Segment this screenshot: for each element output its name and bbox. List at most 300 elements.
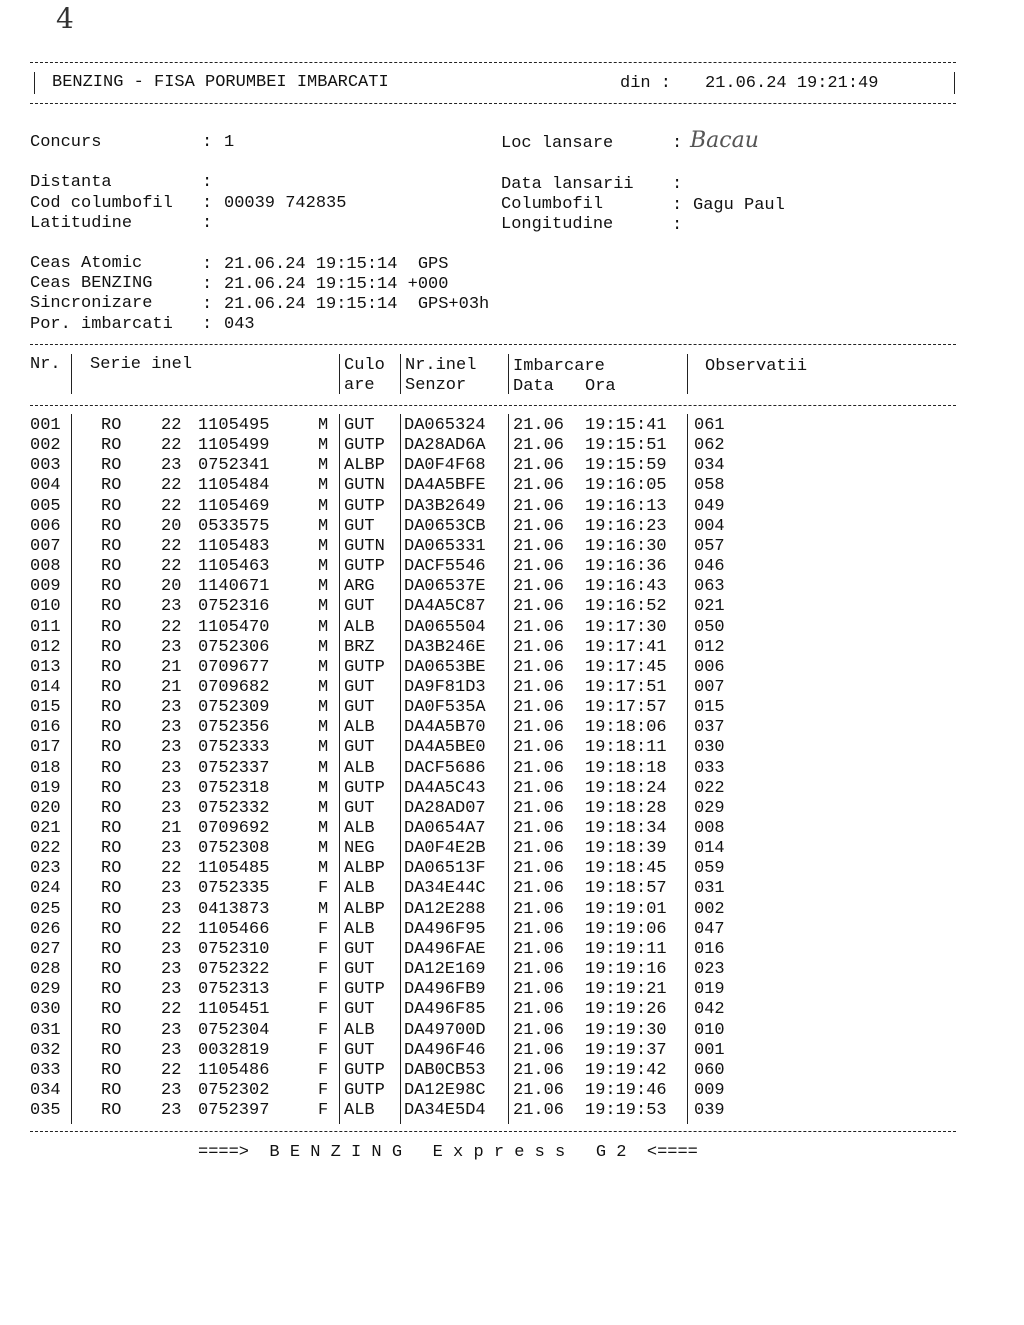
cell-senzor: DA06537E <box>404 577 486 597</box>
ceas-benzing-label: Ceas BENZING <box>30 274 153 293</box>
cell-nr: 004 <box>30 476 61 496</box>
cell-tara: RO <box>101 657 122 677</box>
cell-tara: RO <box>101 718 122 738</box>
cell-senzor: DA0F535A <box>404 698 486 718</box>
table-row <box>0 960 1024 980</box>
header-right-bar <box>954 72 955 94</box>
cell-senzor: DA3B2649 <box>404 496 486 516</box>
cell-nr: 026 <box>30 919 61 939</box>
cell-ora: 19:17:41 <box>585 637 667 657</box>
cell-an: 23 <box>161 718 182 738</box>
cell-ora: 19:18:11 <box>585 738 667 758</box>
cell-obs: 004 <box>694 516 725 536</box>
table-row <box>0 658 1024 678</box>
cell-an: 22 <box>161 476 182 496</box>
cell-culoare: NEG <box>344 839 375 859</box>
cell-inel: 0752333 <box>198 738 270 758</box>
cell-an: 22 <box>161 617 182 637</box>
table-header-rule <box>30 405 956 406</box>
cod-columbofil-label: Cod columbofil <box>30 194 173 213</box>
cell-culoare: ALB <box>344 1101 375 1121</box>
cell-data: 21.06 <box>513 677 565 697</box>
cell-tara: RO <box>101 637 122 657</box>
cell-inel: 0752310 <box>198 939 270 959</box>
print-datetime: 21.06.24 19:21:49 <box>705 74 879 93</box>
cell-data: 21.06 <box>513 1060 565 1080</box>
cell-ora: 19:16:05 <box>585 476 667 496</box>
longitudine-colon: : <box>672 216 683 235</box>
table-row <box>0 718 1024 738</box>
cell-nr: 016 <box>30 718 61 738</box>
col-header-imbarcare: Imbarcare <box>513 357 605 376</box>
cell-an: 23 <box>161 899 182 919</box>
cell-sex: F <box>318 980 329 1000</box>
table-row <box>0 759 1024 779</box>
cell-an: 22 <box>161 536 182 556</box>
cell-culoare: GUT <box>344 939 375 959</box>
cell-culoare: GUT <box>344 597 375 617</box>
cell-data: 21.06 <box>513 778 565 798</box>
cell-senzor: DA496FB9 <box>404 980 486 1000</box>
header-sep-2 <box>339 354 340 394</box>
loc-lansare-colon: : <box>672 134 683 153</box>
cell-inel: 0752302 <box>198 1080 270 1100</box>
cell-nr: 023 <box>30 859 61 879</box>
cell-an: 23 <box>161 839 182 859</box>
cell-sex: M <box>318 718 329 738</box>
table-row <box>0 920 1024 940</box>
cell-obs: 063 <box>694 577 725 597</box>
table-top-rule <box>30 344 956 345</box>
columbofil-label: Columbofil <box>501 195 604 214</box>
cell-ora: 19:19:01 <box>585 899 667 919</box>
cell-nr: 003 <box>30 456 61 476</box>
cell-ora: 19:17:45 <box>585 657 667 677</box>
ceas-atomic-colon: : <box>202 255 213 274</box>
cell-tara: RO <box>101 798 122 818</box>
table-row <box>0 698 1024 718</box>
cell-inel: 1105466 <box>198 919 270 939</box>
cell-obs: 049 <box>694 496 725 516</box>
cell-culoare: GUT <box>344 416 375 435</box>
cell-obs: 007 <box>694 677 725 697</box>
cell-an: 23 <box>161 698 182 718</box>
cell-tara: RO <box>101 617 122 637</box>
table-row <box>0 879 1024 899</box>
ceas-atomic-value: 21.06.24 19:15:14 GPS <box>224 255 449 274</box>
distanta-colon: : <box>202 173 213 192</box>
col-header-are: are <box>344 376 375 395</box>
cell-sex: F <box>318 1020 329 1040</box>
cell-nr: 025 <box>30 899 61 919</box>
cell-sex: M <box>318 698 329 718</box>
table-row <box>0 678 1024 698</box>
cell-culoare: ALBP <box>344 859 385 879</box>
cell-tara: RO <box>101 496 122 516</box>
concurs-colon: : <box>202 133 213 152</box>
cell-nr: 032 <box>30 1040 61 1060</box>
header-bottom-rule <box>30 103 956 104</box>
cell-sex: M <box>318 637 329 657</box>
cell-data: 21.06 <box>513 617 565 637</box>
cell-tara: RO <box>101 778 122 798</box>
cell-inel: 0413873 <box>198 899 270 919</box>
cell-ora: 19:19:16 <box>585 960 667 980</box>
cell-sex: M <box>318 496 329 516</box>
header-sep-3 <box>400 354 401 394</box>
cell-an: 23 <box>161 960 182 980</box>
cell-obs: 009 <box>694 1080 725 1100</box>
cell-sex: F <box>318 1080 329 1100</box>
cell-an: 23 <box>161 798 182 818</box>
cell-sex: M <box>318 577 329 597</box>
cell-ora: 19:19:37 <box>585 1040 667 1060</box>
cell-senzor: DA4A5C43 <box>404 778 486 798</box>
cell-data: 21.06 <box>513 718 565 738</box>
cell-inel: 0752316 <box>198 597 270 617</box>
cell-inel: 1105451 <box>198 1000 270 1020</box>
cell-ora: 19:18:18 <box>585 758 667 778</box>
cell-inel: 0752341 <box>198 456 270 476</box>
cell-data: 21.06 <box>513 416 565 435</box>
cell-senzor: DA12E169 <box>404 960 486 980</box>
cell-obs: 001 <box>694 1040 725 1060</box>
cell-culoare: GUT <box>344 738 375 758</box>
ceas-benzing-value: 21.06.24 19:15:14 +000 <box>224 275 449 294</box>
cell-culoare: GUTN <box>344 476 385 496</box>
cell-culoare: GUT <box>344 677 375 697</box>
table-row <box>0 980 1024 1000</box>
cell-senzor: DA3B246E <box>404 637 486 657</box>
cell-obs: 058 <box>694 476 725 496</box>
cell-inel: 0752309 <box>198 698 270 718</box>
table-row <box>0 1101 1024 1121</box>
cell-nr: 028 <box>30 960 61 980</box>
cod-columbofil-colon: : <box>202 194 213 213</box>
table-row <box>0 557 1024 577</box>
table-row <box>0 618 1024 638</box>
cell-nr: 035 <box>30 1101 61 1121</box>
cell-ora: 19:19:30 <box>585 1020 667 1040</box>
cell-tara: RO <box>101 476 122 496</box>
cell-an: 23 <box>161 778 182 798</box>
cell-sex: F <box>318 960 329 980</box>
cell-culoare: ALBP <box>344 899 385 919</box>
cell-tara: RO <box>101 879 122 899</box>
cell-sex: F <box>318 1060 329 1080</box>
cell-an: 23 <box>161 738 182 758</box>
cell-senzor: DACF5546 <box>404 557 486 577</box>
cell-ora: 19:19:53 <box>585 1101 667 1121</box>
cell-inel: 1105469 <box>198 496 270 516</box>
cell-obs: 061 <box>694 416 725 435</box>
por-imbarcati-value: 043 <box>224 315 255 334</box>
cell-tara: RO <box>101 919 122 939</box>
cell-sex: F <box>318 1101 329 1121</box>
table-row <box>0 1000 1024 1020</box>
cell-ora: 19:16:36 <box>585 557 667 577</box>
cell-culoare: ALB <box>344 879 375 899</box>
cell-senzor: DA0F4F68 <box>404 456 486 476</box>
cell-ora: 19:15:41 <box>585 416 667 435</box>
cell-culoare: GUTP <box>344 557 385 577</box>
table-row <box>0 577 1024 597</box>
cell-an: 22 <box>161 416 182 435</box>
cell-culoare: GUT <box>344 1000 375 1020</box>
table-row <box>0 436 1024 456</box>
columbofil-colon: : <box>672 196 683 215</box>
table-row <box>0 940 1024 960</box>
cell-culoare: ALB <box>344 1020 375 1040</box>
footer-banner: ====> B E N Z I N G E x p r e s s G 2 <==== <box>198 1143 698 1162</box>
cell-senzor: DA12E98C <box>404 1080 486 1100</box>
cell-inel: 0709682 <box>198 677 270 697</box>
cell-an: 20 <box>161 577 182 597</box>
cell-senzor: DA496F46 <box>404 1040 486 1060</box>
cell-senzor: DA28AD07 <box>404 798 486 818</box>
cell-obs: 059 <box>694 859 725 879</box>
cell-ora: 19:16:43 <box>585 577 667 597</box>
cell-inel: 0752304 <box>198 1020 270 1040</box>
concurs-value: 1 <box>224 133 235 152</box>
loc-lansare-label: Loc lansare <box>501 134 614 153</box>
cell-sex: M <box>318 456 329 476</box>
cell-an: 23 <box>161 1040 182 1060</box>
cell-ora: 19:18:34 <box>585 819 667 838</box>
cell-sex: M <box>318 536 329 556</box>
header-left-bar <box>34 72 35 94</box>
table-row <box>0 900 1024 920</box>
cell-nr: 010 <box>30 597 61 617</box>
cell-obs: 006 <box>694 657 725 677</box>
cell-tara: RO <box>101 859 122 879</box>
cell-ora: 19:19:11 <box>585 939 667 959</box>
cell-inel: 0709677 <box>198 657 270 677</box>
cell-sex: M <box>318 819 329 838</box>
cell-obs: 023 <box>694 960 725 980</box>
cell-data: 21.06 <box>513 516 565 536</box>
table-row <box>0 497 1024 517</box>
cell-inel: 1105470 <box>198 617 270 637</box>
cell-ora: 19:15:59 <box>585 456 667 476</box>
cell-culoare: GUT <box>344 960 375 980</box>
col-header-senzor: Senzor <box>405 376 467 395</box>
cell-an: 23 <box>161 456 182 476</box>
cell-culoare: BRZ <box>344 637 375 657</box>
cell-sex: M <box>318 798 329 818</box>
cell-nr: 005 <box>30 496 61 516</box>
cell-culoare: GUT <box>344 698 375 718</box>
cell-data: 21.06 <box>513 557 565 577</box>
data-lansarii-label: Data lansarii <box>501 175 634 194</box>
cell-senzor: DA9F81D3 <box>404 677 486 697</box>
cell-culoare: ALB <box>344 919 375 939</box>
cell-an: 23 <box>161 1101 182 1121</box>
cell-culoare: GUT <box>344 1040 375 1060</box>
cell-inel: 0752313 <box>198 980 270 1000</box>
cell-an: 22 <box>161 496 182 516</box>
cell-ora: 19:18:45 <box>585 859 667 879</box>
cell-data: 21.06 <box>513 819 565 838</box>
cell-an: 23 <box>161 758 182 778</box>
cell-sex: M <box>318 657 329 677</box>
cod-columbofil-value: 00039 742835 <box>224 194 347 213</box>
cell-sex: M <box>318 516 329 536</box>
cell-culoare: GUTN <box>344 536 385 556</box>
col-header-nrinel: Nr.inel <box>405 356 477 375</box>
cell-senzor: DA4A5C87 <box>404 597 486 617</box>
cell-tara: RO <box>101 1101 122 1121</box>
cell-nr: 002 <box>30 436 61 456</box>
cell-ora: 19:17:57 <box>585 698 667 718</box>
cell-an: 23 <box>161 597 182 617</box>
cell-culoare: GUTP <box>344 980 385 1000</box>
cell-culoare: GUTP <box>344 1080 385 1100</box>
cell-ora: 19:16:52 <box>585 597 667 617</box>
cell-nr: 018 <box>30 758 61 778</box>
cell-nr: 030 <box>30 1000 61 1020</box>
cell-nr: 021 <box>30 819 61 838</box>
cell-senzor: DA28AD6A <box>404 436 486 456</box>
cell-tara: RO <box>101 456 122 476</box>
cell-inel: 1105495 <box>198 416 270 435</box>
col-header-ora: Ora <box>585 377 616 396</box>
cell-nr: 009 <box>30 577 61 597</box>
cell-tara: RO <box>101 819 122 838</box>
cell-data: 21.06 <box>513 899 565 919</box>
cell-tara: RO <box>101 516 122 536</box>
cell-senzor: DA12E288 <box>404 899 486 919</box>
cell-sex: M <box>318 597 329 617</box>
cell-tara: RO <box>101 536 122 556</box>
cell-senzor: DA4A5BE0 <box>404 738 486 758</box>
cell-sex: M <box>318 738 329 758</box>
cell-obs: 012 <box>694 637 725 657</box>
por-imbarcati-label: Por. imbarcati <box>30 315 173 334</box>
cell-culoare: ALB <box>344 718 375 738</box>
cell-obs: 010 <box>694 1020 725 1040</box>
din-label: din : <box>620 74 672 93</box>
col-header-nr: Nr. <box>30 355 61 374</box>
table-row <box>0 779 1024 799</box>
cell-an: 21 <box>161 657 182 677</box>
cell-data: 21.06 <box>513 1040 565 1060</box>
cell-inel: 1105483 <box>198 536 270 556</box>
cell-culoare: GUT <box>344 516 375 536</box>
cell-inel: 1105499 <box>198 436 270 456</box>
cell-obs: 002 <box>694 899 725 919</box>
cell-data: 21.06 <box>513 637 565 657</box>
cell-sex: M <box>318 839 329 859</box>
cell-obs: 046 <box>694 557 725 577</box>
cell-sex: M <box>318 557 329 577</box>
cell-an: 23 <box>161 1080 182 1100</box>
document-title: BENZING - FISA PORUMBEI IMBARCATI <box>52 73 389 92</box>
cell-sex: M <box>318 899 329 919</box>
cell-tara: RO <box>101 577 122 597</box>
header-top-rule <box>30 62 956 63</box>
cell-ora: 19:17:51 <box>585 677 667 697</box>
sincronizare-colon: : <box>202 295 213 314</box>
table-row <box>0 456 1024 476</box>
cell-nr: 033 <box>30 1060 61 1080</box>
header-sep-1 <box>71 354 72 394</box>
cell-an: 22 <box>161 919 182 939</box>
cell-sex: M <box>318 677 329 697</box>
cell-data: 21.06 <box>513 919 565 939</box>
cell-inel: 0752356 <box>198 718 270 738</box>
cell-sex: M <box>318 859 329 879</box>
cell-ora: 19:19:21 <box>585 980 667 1000</box>
sincronizare-label: Sincronizare <box>30 294 153 313</box>
cell-inel: 0533575 <box>198 516 270 536</box>
cell-sex: M <box>318 436 329 456</box>
cell-obs: 031 <box>694 879 725 899</box>
cell-ora: 19:16:23 <box>585 516 667 536</box>
cell-nr: 012 <box>30 637 61 657</box>
cell-culoare: ALB <box>344 819 375 838</box>
table-row <box>0 638 1024 658</box>
distanta-label: Distanta <box>30 173 112 192</box>
cell-data: 21.06 <box>513 980 565 1000</box>
cell-obs: 042 <box>694 1000 725 1020</box>
cell-senzor: DA34E44C <box>404 879 486 899</box>
sincronizare-value: 21.06.24 19:15:14 GPS+03h <box>224 295 490 314</box>
loc-lansare-handwritten: Bacau <box>690 128 759 153</box>
cell-ora: 19:18:28 <box>585 798 667 818</box>
cell-an: 22 <box>161 1000 182 1020</box>
cell-inel: 0752322 <box>198 960 270 980</box>
columbofil-value: Gagu Paul <box>693 196 785 215</box>
por-imbarcati-colon: : <box>202 315 213 334</box>
table-row <box>0 839 1024 859</box>
cell-nr: 006 <box>30 516 61 536</box>
cell-inel: 0752318 <box>198 778 270 798</box>
cell-senzor: DA065504 <box>404 617 486 637</box>
cell-inel: 1105486 <box>198 1060 270 1080</box>
cell-data: 21.06 <box>513 758 565 778</box>
cell-inel: 1105463 <box>198 557 270 577</box>
cell-an: 22 <box>161 859 182 879</box>
cell-inel: 1105484 <box>198 476 270 496</box>
cell-ora: 19:19:06 <box>585 919 667 939</box>
cell-senzor: DA496F95 <box>404 919 486 939</box>
cell-tara: RO <box>101 698 122 718</box>
cell-inel: 0752306 <box>198 637 270 657</box>
cell-senzor: DACF5686 <box>404 758 486 778</box>
cell-nr: 034 <box>30 1080 61 1100</box>
cell-data: 21.06 <box>513 738 565 758</box>
cell-obs: 033 <box>694 758 725 778</box>
cell-data: 21.06 <box>513 879 565 899</box>
cell-an: 23 <box>161 980 182 1000</box>
cell-ora: 19:19:26 <box>585 1000 667 1020</box>
table-row <box>0 416 1024 436</box>
cell-inel: 1140671 <box>198 577 270 597</box>
cell-obs: 050 <box>694 617 725 637</box>
cell-culoare: ALB <box>344 617 375 637</box>
cell-an: 21 <box>161 677 182 697</box>
cell-obs: 015 <box>694 698 725 718</box>
cell-tara: RO <box>101 1080 122 1100</box>
cell-data: 21.06 <box>513 456 565 476</box>
cell-an: 20 <box>161 516 182 536</box>
cell-nr: 007 <box>30 536 61 556</box>
cell-ora: 19:18:06 <box>585 718 667 738</box>
header-sep-4 <box>508 354 509 394</box>
table-row <box>0 799 1024 819</box>
cell-tara: RO <box>101 1040 122 1060</box>
